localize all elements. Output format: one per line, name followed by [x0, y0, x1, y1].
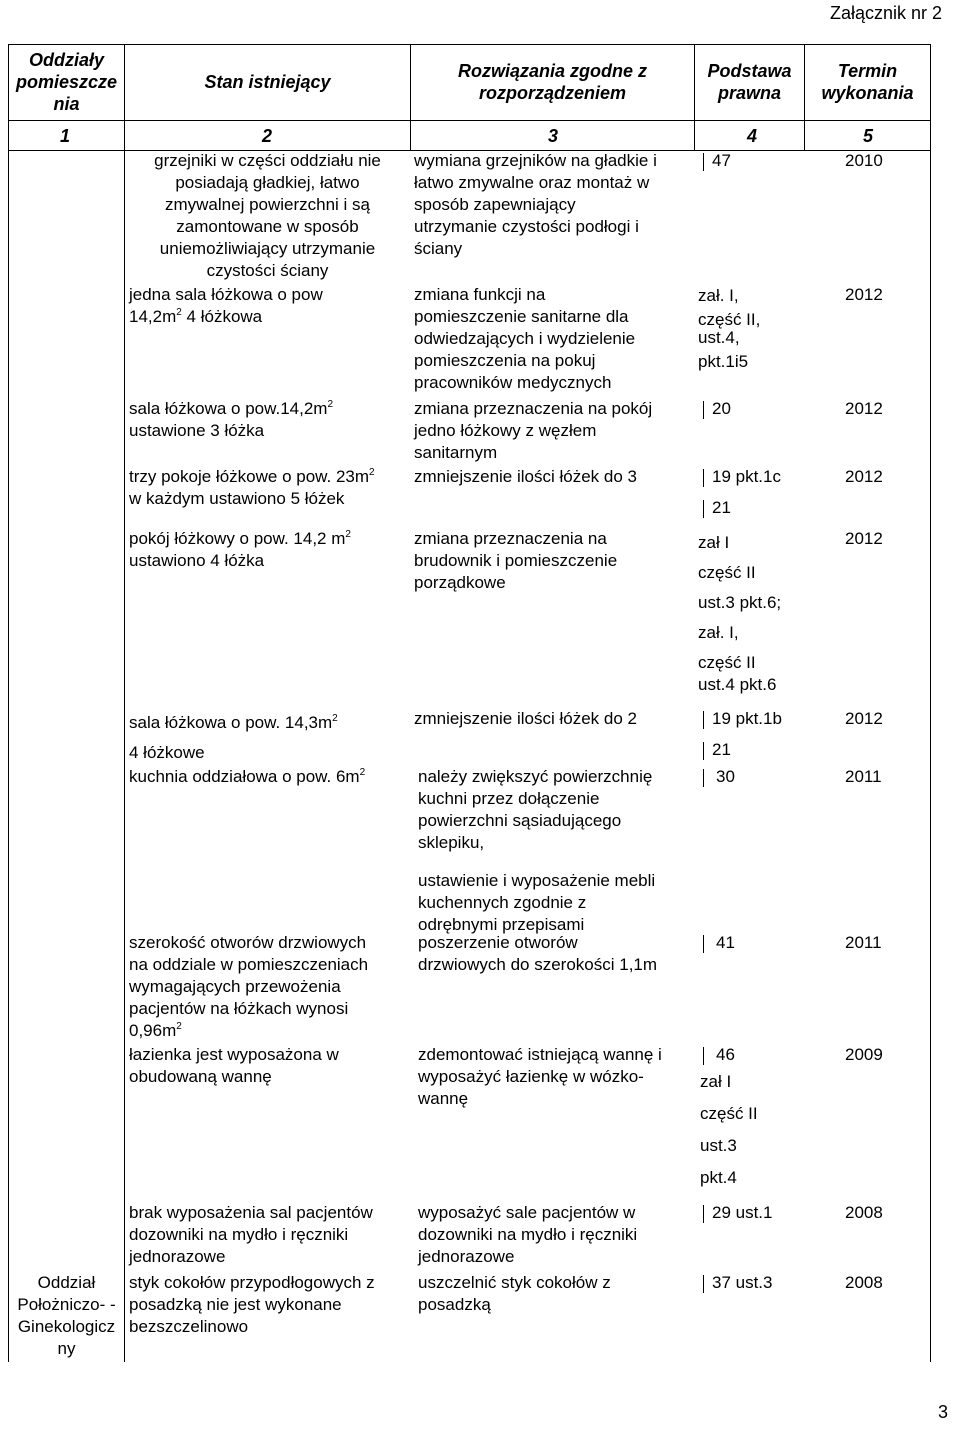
row-0-basis: 47	[712, 151, 731, 170]
row-9-state: brak wyposażenia sal pacjentów dozowniki na mydło i ręczniki jednorazowe	[129, 1203, 373, 1266]
row-0-term: 2010	[845, 151, 883, 170]
row-2-basis: 20	[712, 399, 731, 418]
annex-label: Załącznik nr 2	[829, 3, 942, 23]
table-left-border	[8, 44, 9, 1362]
row-7-solution: poszerzenie otworów drzwiowych do szerokości 1,1m	[418, 933, 658, 974]
row-6-term: 2011	[845, 767, 882, 786]
row-8-state: łazienka jest wyposażona w obudowaną wannę	[129, 1045, 339, 1086]
row-9-solution: wyposażyć sale pacjentów w dozowniki na mydło i ręczniki jednorazowe	[418, 1203, 638, 1266]
section-mark	[703, 469, 704, 487]
row-10-solution: uszczelnić styk cokołów z posadzką	[418, 1273, 611, 1314]
col-divider-1	[124, 44, 125, 1362]
section-mark	[703, 1047, 704, 1065]
header-legal-basis: Podstawa prawna	[707, 61, 792, 103]
col-number-4: 4	[746, 125, 757, 146]
row-4-term: 2012	[845, 529, 883, 548]
row-8-term: 2009	[845, 1045, 883, 1064]
row-6-state: kuchnia oddziałowa o pow. $6m^2$	[129, 767, 366, 786]
page-number: 3	[937, 1402, 948, 1422]
header-solutions: Rozwiązania zgodne z rozporządzeniem	[457, 61, 648, 103]
department-label: Oddział Położniczo- - Ginekologicz ny	[17, 1273, 116, 1358]
col-number-2: 2	[261, 125, 272, 146]
row-7-state: szerokość otworów drzwiowych na oddziale w pomieszczeniach wymagających przewożenia pacjentów na łóżkach wynosi $0,96m^2$	[129, 933, 369, 1040]
row-8-solution: zdemontować istniejącą wannę i wyposażyć łazienkę w wózko- wannę	[418, 1045, 662, 1108]
table-top-border	[8, 44, 931, 45]
header-deadline: Termin wykonania	[821, 61, 914, 103]
row-5-term: 2012	[845, 709, 883, 728]
row-2-state: sala łóżkowa o $pow.14,2m^2$ ustawione 3 łóżka	[129, 399, 334, 440]
row-1-basis: zał. I, część II, ust.4, pkt.1i5	[698, 286, 761, 371]
row-2-term: 2012	[845, 399, 883, 418]
row-5-basis-2: 21	[712, 740, 731, 759]
col-number-5: 5	[862, 125, 873, 146]
row-5-state: sala łóżkowa o pow. $14,3m^2$ 4 łóżkowe	[129, 713, 338, 762]
row-4-solution: zmiana przeznaczenia na brudownik i pomieszczenie porządkowe	[414, 529, 618, 592]
row-3-state: trzy pokoje łóżkowe o pow. $23m^2$ w każdym ustawiono 5 łóżek	[129, 467, 375, 508]
row-3-basis-2: 21	[712, 498, 731, 517]
section-mark	[703, 1275, 704, 1293]
row-3-term: 2012	[845, 467, 883, 486]
row-6-basis: 30	[716, 767, 735, 786]
col-number-3: 3	[547, 125, 558, 146]
row-7-basis: 41	[716, 933, 735, 952]
header-bottom-border	[8, 120, 931, 121]
row-10-state: styk cokołów przypodłogowych z posadzką nie jest wykonane bezszczelinowo	[129, 1273, 375, 1336]
section-mark	[703, 153, 704, 171]
row-0-solution: wymiana grzejników na gładkie i łatwo zmywalne oraz montaż w sposób zapewniający utrzymanie czystości podłogi i ściany	[414, 151, 657, 258]
row-10-term: 2008	[845, 1273, 883, 1292]
row-9-basis: 29 ust.1	[712, 1203, 773, 1222]
row-8-basis: 46 zał I część II ust.3 pkt.4	[700, 1045, 758, 1187]
section-mark	[703, 1205, 704, 1223]
section-mark	[703, 401, 704, 419]
row-4-state: pokój łóżkowy o pow. 14,2 $m^2$ ustawiono 4 łóżka	[129, 529, 351, 570]
row-1-term: 2012	[845, 285, 883, 304]
row-3-basis-1: 19 pkt.1c	[712, 467, 781, 486]
row-0-state: grzejniki w części oddziału nie posiadają gładkiej, łatwo zmywalnej powierzchni i są zamontowane w sposób uniemożliwiający utrzymanie czystości ściany	[154, 151, 381, 280]
section-mark	[703, 935, 704, 953]
row-9-term: 2008	[845, 1203, 883, 1222]
row-1-state: jedna sala łóżkowa o pow $14,2m^2$ 4 łóżkowa	[129, 285, 323, 326]
header-departments: Oddziały pomieszcze nia	[15, 50, 118, 114]
section-mark	[703, 711, 704, 729]
row-2-solution: zmiana przeznaczenia na pokój jedno łóżkowy z węzłem sanitarnym	[414, 399, 653, 462]
row-5-solution: zmniejszenie ilości łóżek do 2	[414, 709, 637, 728]
row-3-solution: zmniejszenie ilości łóżek do 3	[414, 467, 637, 486]
row-1-solution: zmiana funkcji na pomieszczenie sanitarne dla odwiedzających i wydzielenie pomieszczenia na pokuj pracowników medycznych	[414, 285, 636, 392]
row-6-solution: należy zwiększyć powierzchnię kuchni przez dołączenie powierzchni sąsiadującego sklepiku, ustawienie i wyposażenie mebli kuchennych zgodnie z odrębnymi przepisami	[418, 767, 656, 934]
section-mark	[703, 742, 704, 760]
col-number-1: 1	[59, 125, 70, 146]
row-5-basis-1: 19 pkt.1b	[712, 709, 782, 728]
header-current-state: Stan istniejący	[204, 72, 331, 92]
row-4-basis: zał I część II ust.3 pkt.6; zał. I, część II ust.4 pkt.6	[698, 533, 782, 694]
table-right-border	[930, 44, 931, 1362]
row-10-basis: 37 ust.3	[712, 1273, 773, 1292]
section-mark	[703, 500, 704, 518]
section-mark	[703, 769, 704, 787]
row-7-term: 2011	[845, 933, 882, 952]
